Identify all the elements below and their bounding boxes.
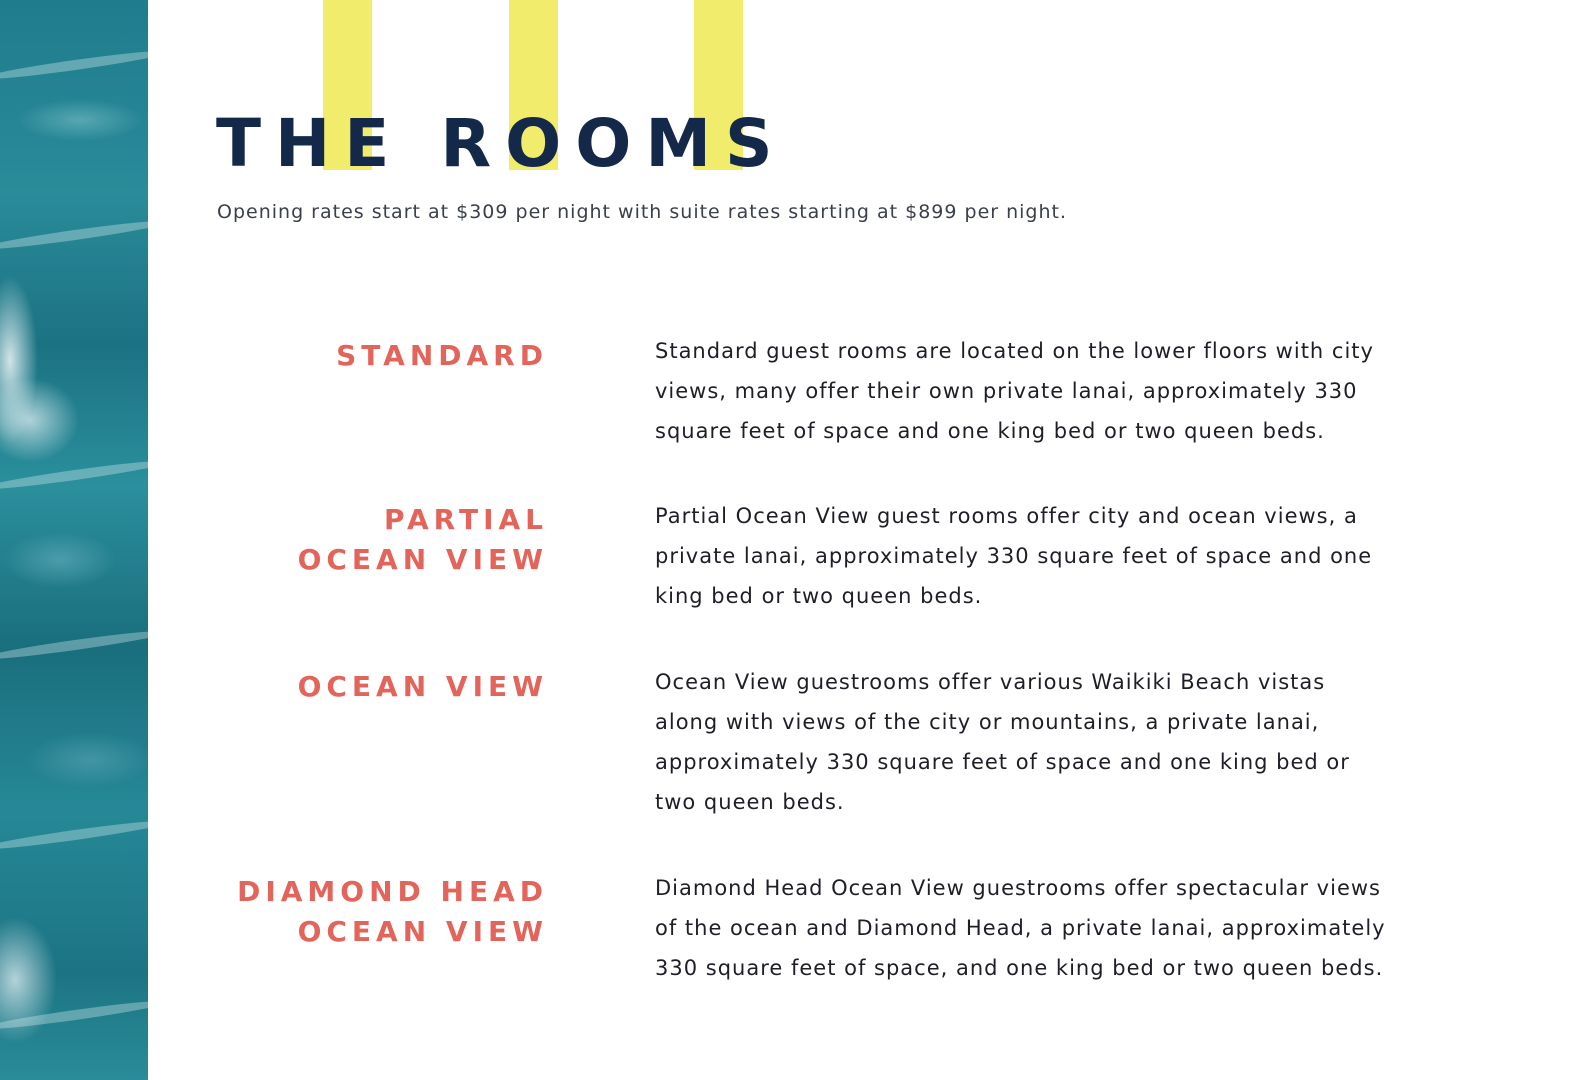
page-subtitle: Opening rates start at $309 per night with suite rates starting at $899 per night. xyxy=(217,201,1068,223)
wave-foam xyxy=(0,47,148,83)
room-description-partial-ocean-view: Partial Ocean View guest rooms offer city and ocean views, a private lanai, approximately 330 square feet of space and one king bed or two queen beds. xyxy=(655,504,1373,608)
room-description-ocean-view: Ocean View guestrooms offer various Waikiki Beach vistas along with views of the city or mountains, a private lanai, approximately 330 square feet of space and one king bed or two queen beds. xyxy=(655,670,1350,814)
room-name-line: STANDARD xyxy=(336,339,548,372)
room-name-line: OCEAN VIEW xyxy=(297,543,548,576)
wave-foam xyxy=(0,457,148,493)
room-description-diamond-head-ocean-view: Diamond Head Ocean View guestrooms offer spectacular views of the ocean and Diamond Head, a private lanai, approximately 330 square feet of space, and one king bed or two queen beds. xyxy=(655,876,1386,980)
page-title: THE ROOMS xyxy=(216,105,787,182)
wave-foam xyxy=(0,817,148,853)
room-name-line: OCEAN VIEW xyxy=(297,670,548,703)
ocean-photo xyxy=(0,0,148,1080)
room-name-line: DIAMOND HEAD xyxy=(237,875,548,908)
wave-foam xyxy=(0,217,148,253)
wave-foam xyxy=(0,997,148,1033)
room-name-partial-ocean-view xyxy=(298,500,548,580)
room-description-standard: Standard guest rooms are located on the lower floors with city views, many offer their own private lanai, approximately 330 square feet of space and one king bed or two queen beds. xyxy=(655,339,1374,443)
room-name-ocean-view xyxy=(298,667,548,707)
room-name-diamond-head-ocean-view xyxy=(237,872,548,952)
room-name-line: PARTIAL xyxy=(384,503,548,536)
wave-foam xyxy=(0,627,148,663)
room-name-standard xyxy=(336,336,548,376)
room-name-line: OCEAN VIEW xyxy=(297,915,548,948)
